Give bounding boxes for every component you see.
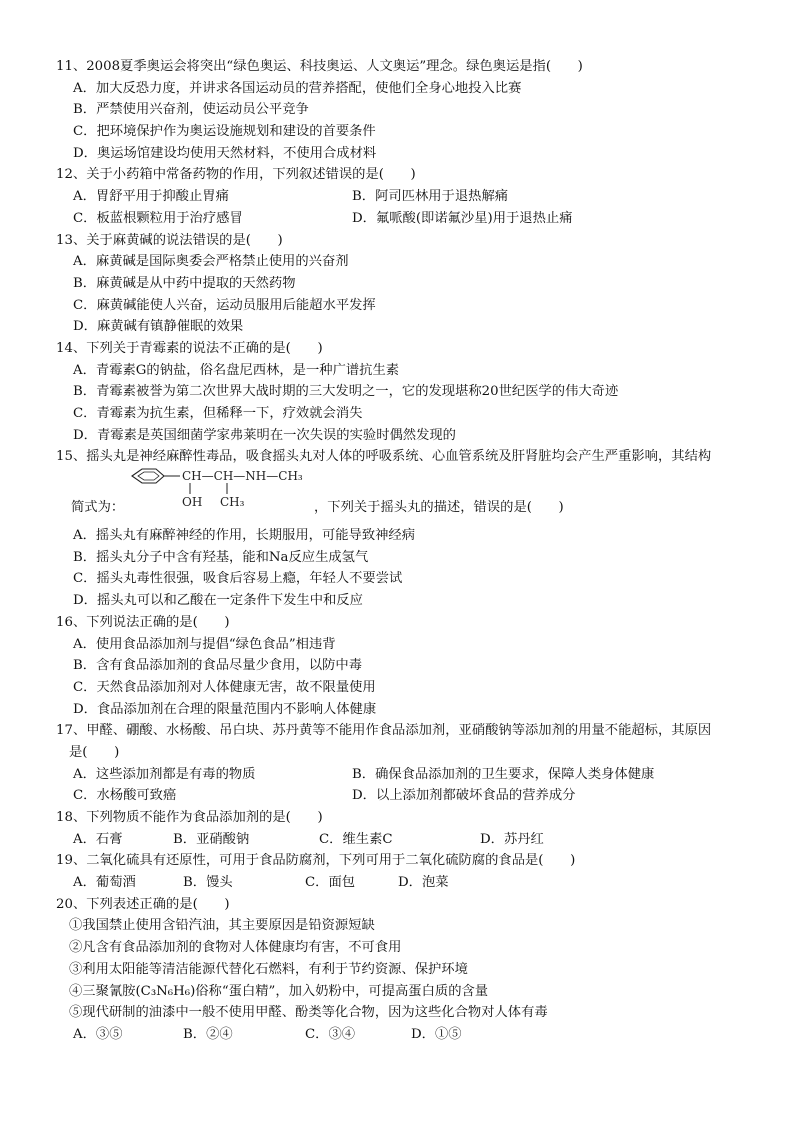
question-14-stem: 14、下列关于青霉素的说法不正确的是( ): [56, 340, 323, 356]
question-14-option-c: C．青霉素为抗生素，但稀释一下，疗效就会消失: [73, 406, 363, 421]
question-19-stem: 19、二氧化硫具有还原性，可用于食品防腐剂，下列可用于二氧化硫防腐的食品是( ): [56, 853, 576, 869]
question-15-structure-suffix: ，下列关于摇头丸的描述，错误的是( ): [314, 500, 564, 516]
ecstasy-structure-formula: [126, 468, 316, 520]
question-19-option-d: D．泡菜: [398, 875, 449, 891]
question-19-option-c: C．面包: [305, 875, 356, 891]
structure-ch3-group: CH₃: [220, 495, 245, 510]
question-14-option-a: A．青霉素G的钠盐，俗名盘尼西林，是一种广谱抗生素: [73, 362, 400, 378]
question-17-options-row-2: [56, 785, 746, 807]
question-20-option-b: B．②④: [183, 1026, 233, 1042]
question-17-option-c: C．水杨酸可致癌: [73, 788, 177, 804]
question-17-option-b: B．确保食品添加剂的卫生要求，保障人类身体健康: [352, 766, 655, 782]
question-17-stem: 17、甲醛、硼酸、水杨酸、吊白块、苏丹黄等不能用作食品添加剂，亚硝酸钠等添加剂的用量不能超标，其原因: [56, 723, 712, 739]
question-13-option-d: D．麻黄碱有镇静催眠的效果: [73, 319, 244, 335]
question-18-option-b: B．亚硝酸钠: [173, 831, 250, 847]
question-12-option-a: A．胃舒平用于抑酸止胃痛: [73, 189, 229, 205]
question-18-options: [56, 829, 746, 851]
question-16-option-b: B．含有食品添加剂的食品尽量少食用，以防中毒: [73, 658, 363, 674]
question-17-option-d: D．以上添加剂都破坏食品的营养成分: [352, 788, 576, 804]
question-18-option-c: C．维生素C: [319, 831, 393, 847]
question-20-options: [56, 1024, 746, 1046]
question-12-option-d: D．氟哌酸(即诺氟沙星)用于退热止痛: [352, 210, 573, 226]
question-18-stem: 18、下列物质不能作为食品添加剂的是( ): [56, 810, 323, 825]
question-12-options-row-2: [56, 208, 746, 230]
question-20-option-c: C．③④: [305, 1026, 356, 1042]
question-13-option-c: C．麻黄碱能使人兴奋，运动员服用后能超水平发挥: [73, 297, 376, 313]
question-11-option-d: D．奥运场馆建设均使用天然材料，不使用合成材料: [73, 145, 377, 161]
question-16-stem: 16、下列说法正确的是( ): [56, 614, 230, 630]
question-19-option-b: B．馒头: [183, 875, 233, 891]
question-20-stem: 20、下列表述正确的是( ): [56, 896, 230, 912]
benzene-ring-icon: [132, 469, 164, 483]
question-20-option-a: A．③⑤: [73, 1026, 123, 1042]
question-14-option-b: B．青霉素被誉为第二次世界大战时期的三大发明之一，它的发现堪称20世纪医学的伟大奇迹: [73, 384, 619, 400]
question-19-option-a: A．葡萄酒: [73, 875, 136, 891]
question-13-stem: 13、关于麻黄碱的说法错误的是( ): [56, 232, 283, 248]
question-18-option-a: A．石膏: [73, 831, 123, 847]
question-17-option-a: A．这些添加剂都是有毒的物质: [73, 766, 256, 782]
question-16-option-c: C．天然食品添加剂对人体健康无害，故不限量使用: [73, 679, 376, 695]
question-16-option-a: A．使用食品添加剂与提倡“绿色食品”相违背: [73, 636, 336, 652]
question-list: [56, 56, 746, 1046]
question-17-stem-continued: 是( ): [69, 744, 120, 760]
question-18-option-d: D．苏丹红: [480, 831, 544, 847]
question-16-option-d: D．食品添加剂在合理的限量范围内不影响人体健康: [73, 701, 377, 717]
question-11-stem: 11、2008夏季奥运会将突出“绿色奥运、科技奥运、人文奥运”理念。绿色奥运是指( ): [56, 59, 583, 74]
question-20-statement-3: ③利用太阳能等清洁能源代替化石燃料，有利于节约资源、保护环境: [69, 961, 468, 977]
question-15-option-a: A．摇头丸有麻醉神经的作用，长期服用，可能导致神经病: [73, 528, 416, 544]
question-15-stem: 15、摇头丸是神经麻醉性毒品，吸食摇头丸对人体的呼吸系统、心血管系统及肝肾脏均会产生严重影响，其结构: [56, 449, 712, 465]
structure-main-chain: CH—CH—NH—CH₃: [182, 469, 303, 484]
question-17-options-row-1: [56, 764, 746, 786]
question-15-option-d: D．摇头丸可以和乙酸在一定条件下发生中和反应: [73, 593, 363, 609]
question-11-option-a: A．加大反恐力度，并讲求各国运动员的营养搭配，使他们全身心地投入比赛: [73, 80, 522, 96]
question-19-options: [56, 872, 746, 894]
question-12-option-c: C．板蓝根颗粒用于治疗感冒: [73, 210, 243, 226]
question-20-statement-1: ①我国禁止使用含铅汽油，其主要原因是铅资源短缺: [69, 918, 375, 934]
question-13-option-a: A．麻黄碱是国际奥委会严格禁止使用的兴奋剂: [73, 254, 349, 270]
question-20-statement-4: ④三聚氰胺(C₃N₆H₆)俗称“蛋白精”，加入奶粉中，可提高蛋白质的含量: [69, 983, 489, 999]
question-20-option-d: D．①⑤: [411, 1026, 462, 1042]
question-11-option-b: B．严禁使用兴奋剂，使运动员公平竞争: [73, 102, 309, 118]
question-13-option-b: B．麻黄碱是从中药中提取的天然药物: [73, 275, 296, 291]
question-15-option-b: B．摇头丸分子中含有羟基，能和Na反应生成氢气: [73, 549, 369, 565]
question-15-structure-prefix: 简式为：: [71, 500, 125, 516]
question-12-options-row-1: [56, 186, 746, 208]
question-15-structure-line: [56, 468, 746, 525]
question-12-option-b: B．阿司匹林用于退热解痛: [352, 189, 509, 205]
question-11-option-c: C．把环境保护作为奥运设施规划和建设的首要条件: [73, 124, 376, 140]
question-20-statement-5: ⑤现代研制的油漆中一般不使用甲醛、酚类等化合物，因为这些化合物对人体有毒: [69, 1005, 548, 1021]
question-20-statement-2: ②凡含有食品添加剂的食物对人体健康均有害，不可食用: [69, 940, 402, 956]
question-12-stem: 12、关于小药箱中常备药物的作用，下列叙述错误的是( ): [56, 167, 416, 183]
structure-oh-group: OH: [182, 495, 203, 510]
question-14-option-d: D．青霉素是英国细菌学家弗莱明在一次失误的实验时偶然发现的: [73, 427, 456, 443]
question-15-option-c: C．摇头丸毒性很强，吸食后容易上瘾，年轻人不要尝试: [73, 571, 403, 587]
